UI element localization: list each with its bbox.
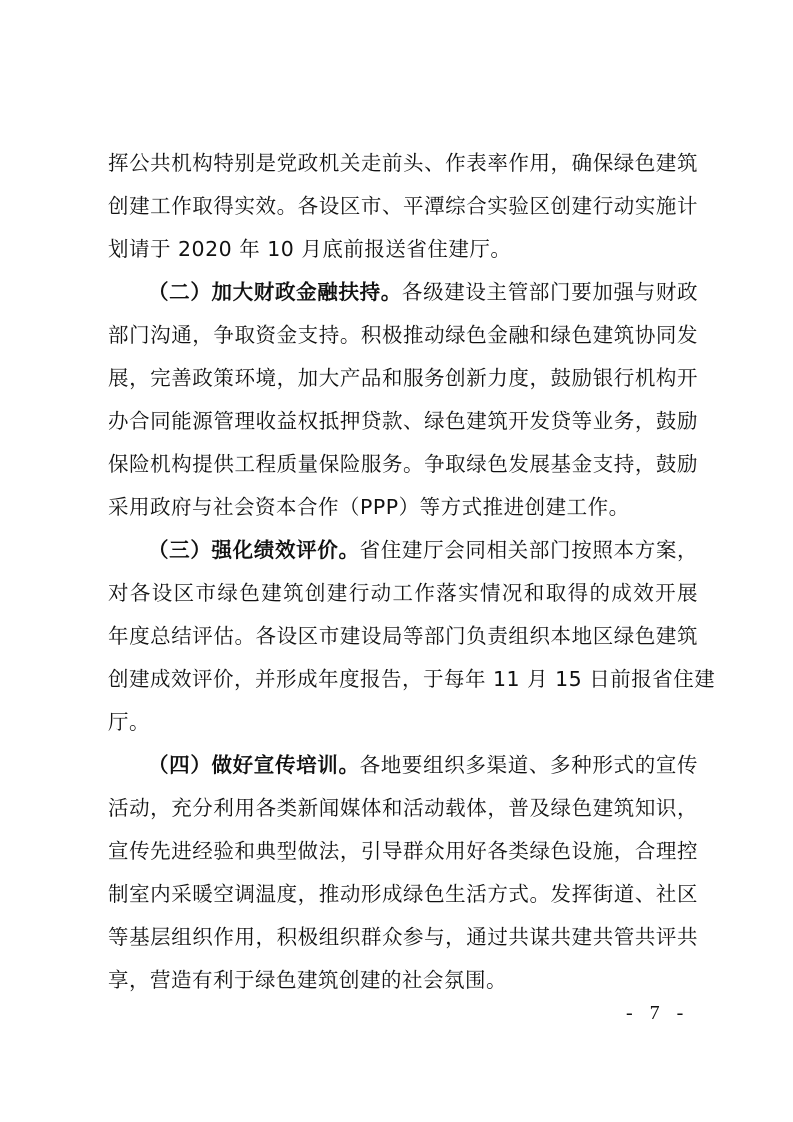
body-line: 采用政府与社会资本合作（PPP）等方式推进创建工作。 (108, 495, 630, 519)
body-line: 享，营造有利于绿色建筑创建的社会氛围。 (108, 968, 507, 992)
body-line: 划请于 2020 年 10 月底前报送省住建厅。 (108, 237, 512, 261)
body-line: 展，完善政策环境，加大产品和服务创新力度，鼓励银行机构开 (108, 366, 698, 390)
body-line: 创建工作取得实效。各设区市、平潭综合实验区创建行动实施计 (108, 194, 698, 218)
body-line: 创建成效评价，并形成年度报告，于每年 11 月 15 日前报省住建 (108, 667, 716, 691)
body-line: 宣传先进经验和典型做法，引导群众用好各类绿色设施，合理控 (108, 839, 698, 863)
body-line: 保险机构提供工程质量保险服务。争取绿色发展基金支持，鼓励 (108, 452, 698, 476)
page-number: - 7 - (626, 1002, 690, 1024)
section-heading-line: （四）做好宣传培训。各地要组织多渠道、多种形式的宣传 (148, 753, 699, 777)
section-heading: （四）做好宣传培训。 (148, 753, 360, 777)
section-heading: （三）强化绩效评价。 (148, 538, 360, 562)
body-line: 挥公共机构特别是党政机关走前头、作表率作用，确保绿色建筑 (108, 151, 698, 175)
body-line: 部门沟通，争取资金支持。积极推动绿色金融和绿色建筑协同发 (108, 323, 698, 347)
section-heading-line: （二）加大财政金融扶持。各级建设主管部门要加强与财政 (148, 280, 699, 304)
section-heading: （二）加大财政金融扶持。 (148, 280, 402, 304)
body-line: 活动，充分利用各类新闻媒体和活动载体，普及绿色建筑知识， (108, 796, 698, 820)
body-line: 年度总结评估。各设区市建设局等部门负责组织本地区绿色建筑 (108, 624, 698, 648)
section-heading-line: （三）强化绩效评价。省住建厅会同相关部门按照本方案， (148, 538, 699, 562)
body-line: 厅。 (108, 710, 150, 734)
body-line: 等基层组织作用，积极组织群众参与，通过共谋共建共管共评共 (108, 925, 698, 949)
body-line: 办合同能源管理收益权抵押贷款、绿色建筑开发贷等业务，鼓励 (108, 409, 698, 433)
body-line: 制室内采暖空调温度，推动形成绿色生活方式。发挥街道、社区 (108, 882, 698, 906)
body-line: 对各设区市绿色建筑创建行动工作落实情况和取得的成效开展 (108, 581, 698, 605)
